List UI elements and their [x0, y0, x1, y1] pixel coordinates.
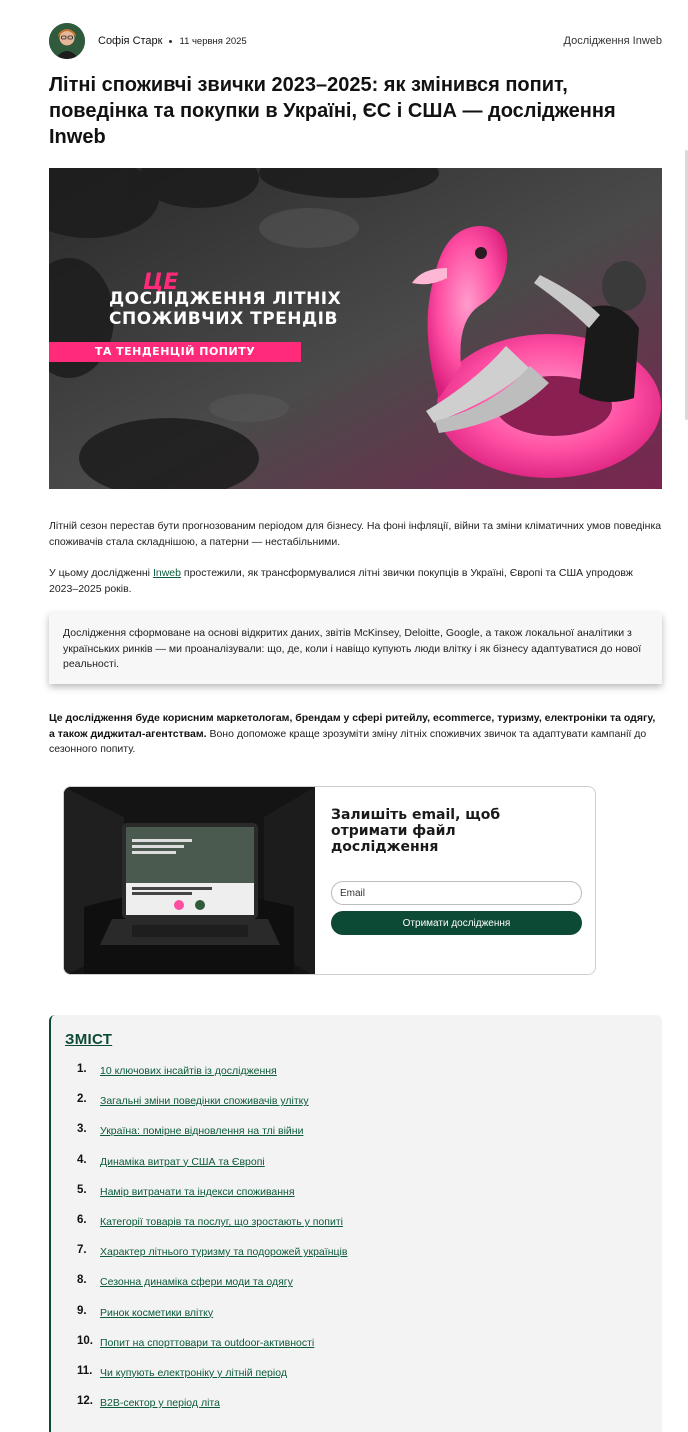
toc-item [77, 1244, 347, 1274]
toc-link[interactable]: Характер літнього туризму та подорожей українців [100, 1246, 348, 1259]
toc-link[interactable]: B2B-сектор у період літа [100, 1397, 220, 1410]
inweb-link[interactable]: Inweb [152, 567, 181, 579]
toc-number: 8. [77, 1274, 87, 1287]
toc-number: 11. [77, 1364, 93, 1377]
avatar-photo-icon [49, 23, 85, 59]
laptop-preview-image [64, 787, 315, 975]
toc-number: 1. [77, 1063, 87, 1075]
toc-item [77, 1335, 347, 1365]
publish-date: 11 червня 2025 [179, 35, 247, 47]
toc-item [77, 1395, 347, 1425]
intro-text-after: простежили, як трансформувалися літні звички покупців в Україні, Європі та США упродовж 2023–2025 років. [49, 567, 633, 595]
hero-headline [109, 290, 341, 328]
toc-number: 2. [77, 1093, 87, 1106]
hero-line-2: СПОЖИВЧИХ ТРЕНДІВ [109, 309, 338, 329]
author-name[interactable]: Софія Старк [98, 35, 163, 47]
toc-number: 4. [77, 1153, 87, 1166]
intro-text-before: У цьому дослідженні [49, 567, 153, 579]
methodology-callout: Дослідження сформоване на основі відкритих даних, звітів McKinsey, Deloitte, Google, а також локальної аналітики з українських ринків — ми проаналізували: що, де, коли і навіщо купують люди влітку і як бізнесу адаптуватися до нової реальності. [49, 613, 662, 684]
laptop-illustration [64, 787, 315, 975]
intro-paragraph-2 [49, 566, 662, 597]
hero-banner [49, 168, 662, 489]
download-form-card [63, 786, 596, 975]
toc-number: 5. [77, 1183, 87, 1196]
hero-line-1: ДОСЛІДЖЕННЯ ЛІТНІХ [109, 289, 342, 309]
toc-number: 7. [77, 1244, 87, 1257]
toc-link[interactable]: 10 ключових інсайтів із дослідження [100, 1065, 277, 1077]
toc-link[interactable]: Загальні зміни поведінки споживачів улітку [100, 1095, 309, 1108]
toc-item [77, 1274, 347, 1304]
toc-link[interactable]: Ринок косметики влітку [100, 1306, 214, 1319]
toc-list [77, 1063, 347, 1425]
toc-item [77, 1305, 347, 1335]
hero-band: ТА ТЕНДЕНЦІЙ ПОПИТУ [49, 342, 301, 362]
toc-link[interactable]: Намір витрачати та індекси споживання [100, 1185, 295, 1198]
toc-item [77, 1184, 347, 1214]
toc-number: 6. [77, 1213, 87, 1226]
email-input[interactable] [331, 881, 582, 905]
meta-separator [169, 40, 172, 43]
audience-bold: Це дослідження буде корисним маркетологам, брендам у сфері ритейлу, ecommerce, туризму, електроніки та одягу, а також диджитал-агентствам. [49, 712, 656, 740]
audience-paragraph [49, 711, 662, 758]
hero-tag: ЦЕ [143, 270, 179, 295]
audience-rest: Воно допоможе краще зрозуміти зміну літніх споживчих звичок та адаптувати кампанії до сезонного попиту. [49, 727, 647, 755]
intro-paragraph: Літній сезон перестав бути прогнозованим періодом для бізнесу. На фоні інфляції, війни та зміни кліматичних умов поведінка споживачів стала складнішою, а патерни — нестабільними. [49, 520, 662, 548]
toc-item [77, 1093, 347, 1123]
toc-item [77, 1063, 347, 1093]
toc-link[interactable]: Україна: помірне відновлення на тлі війни [100, 1125, 304, 1138]
form-title: Залишіть email, щоб отримати файл дослідження [331, 807, 501, 855]
toc-item [77, 1365, 347, 1395]
page-title: Літні споживчі звички 2023–2025: як змінився попит, поведінка та покупки в Україні, ЄС і США — дослідження Inweb [49, 74, 616, 148]
toc-number: 3. [77, 1123, 87, 1136]
toc-item [77, 1214, 347, 1244]
toc-link[interactable]: Сезонна динаміка сфери моди та одягу [100, 1276, 293, 1289]
toc-title[interactable]: ЗМІСТ [65, 1031, 113, 1048]
toc-link[interactable]: Категорії товарів та послуг, що зростають у попиті [100, 1215, 343, 1228]
toc-item [77, 1123, 347, 1153]
toc-number: 12. [77, 1395, 93, 1408]
author-avatar[interactable] [49, 23, 85, 59]
article-meta [49, 23, 662, 59]
toc-item [77, 1154, 347, 1184]
toc-number: 9. [77, 1304, 87, 1317]
toc-link[interactable]: Чи купують електроніку у літній період [100, 1366, 287, 1379]
get-research-button[interactable]: Отримати дослідження [331, 911, 582, 935]
toc-number: 10. [77, 1334, 93, 1347]
toc-link[interactable]: Динаміка витрат у США та Європі [100, 1155, 265, 1168]
toc-link[interactable]: Попит на спорттовари та outdoor-активності [100, 1336, 315, 1349]
table-of-contents [49, 1015, 662, 1432]
category-link[interactable]: Дослідження Inweb [563, 35, 662, 47]
